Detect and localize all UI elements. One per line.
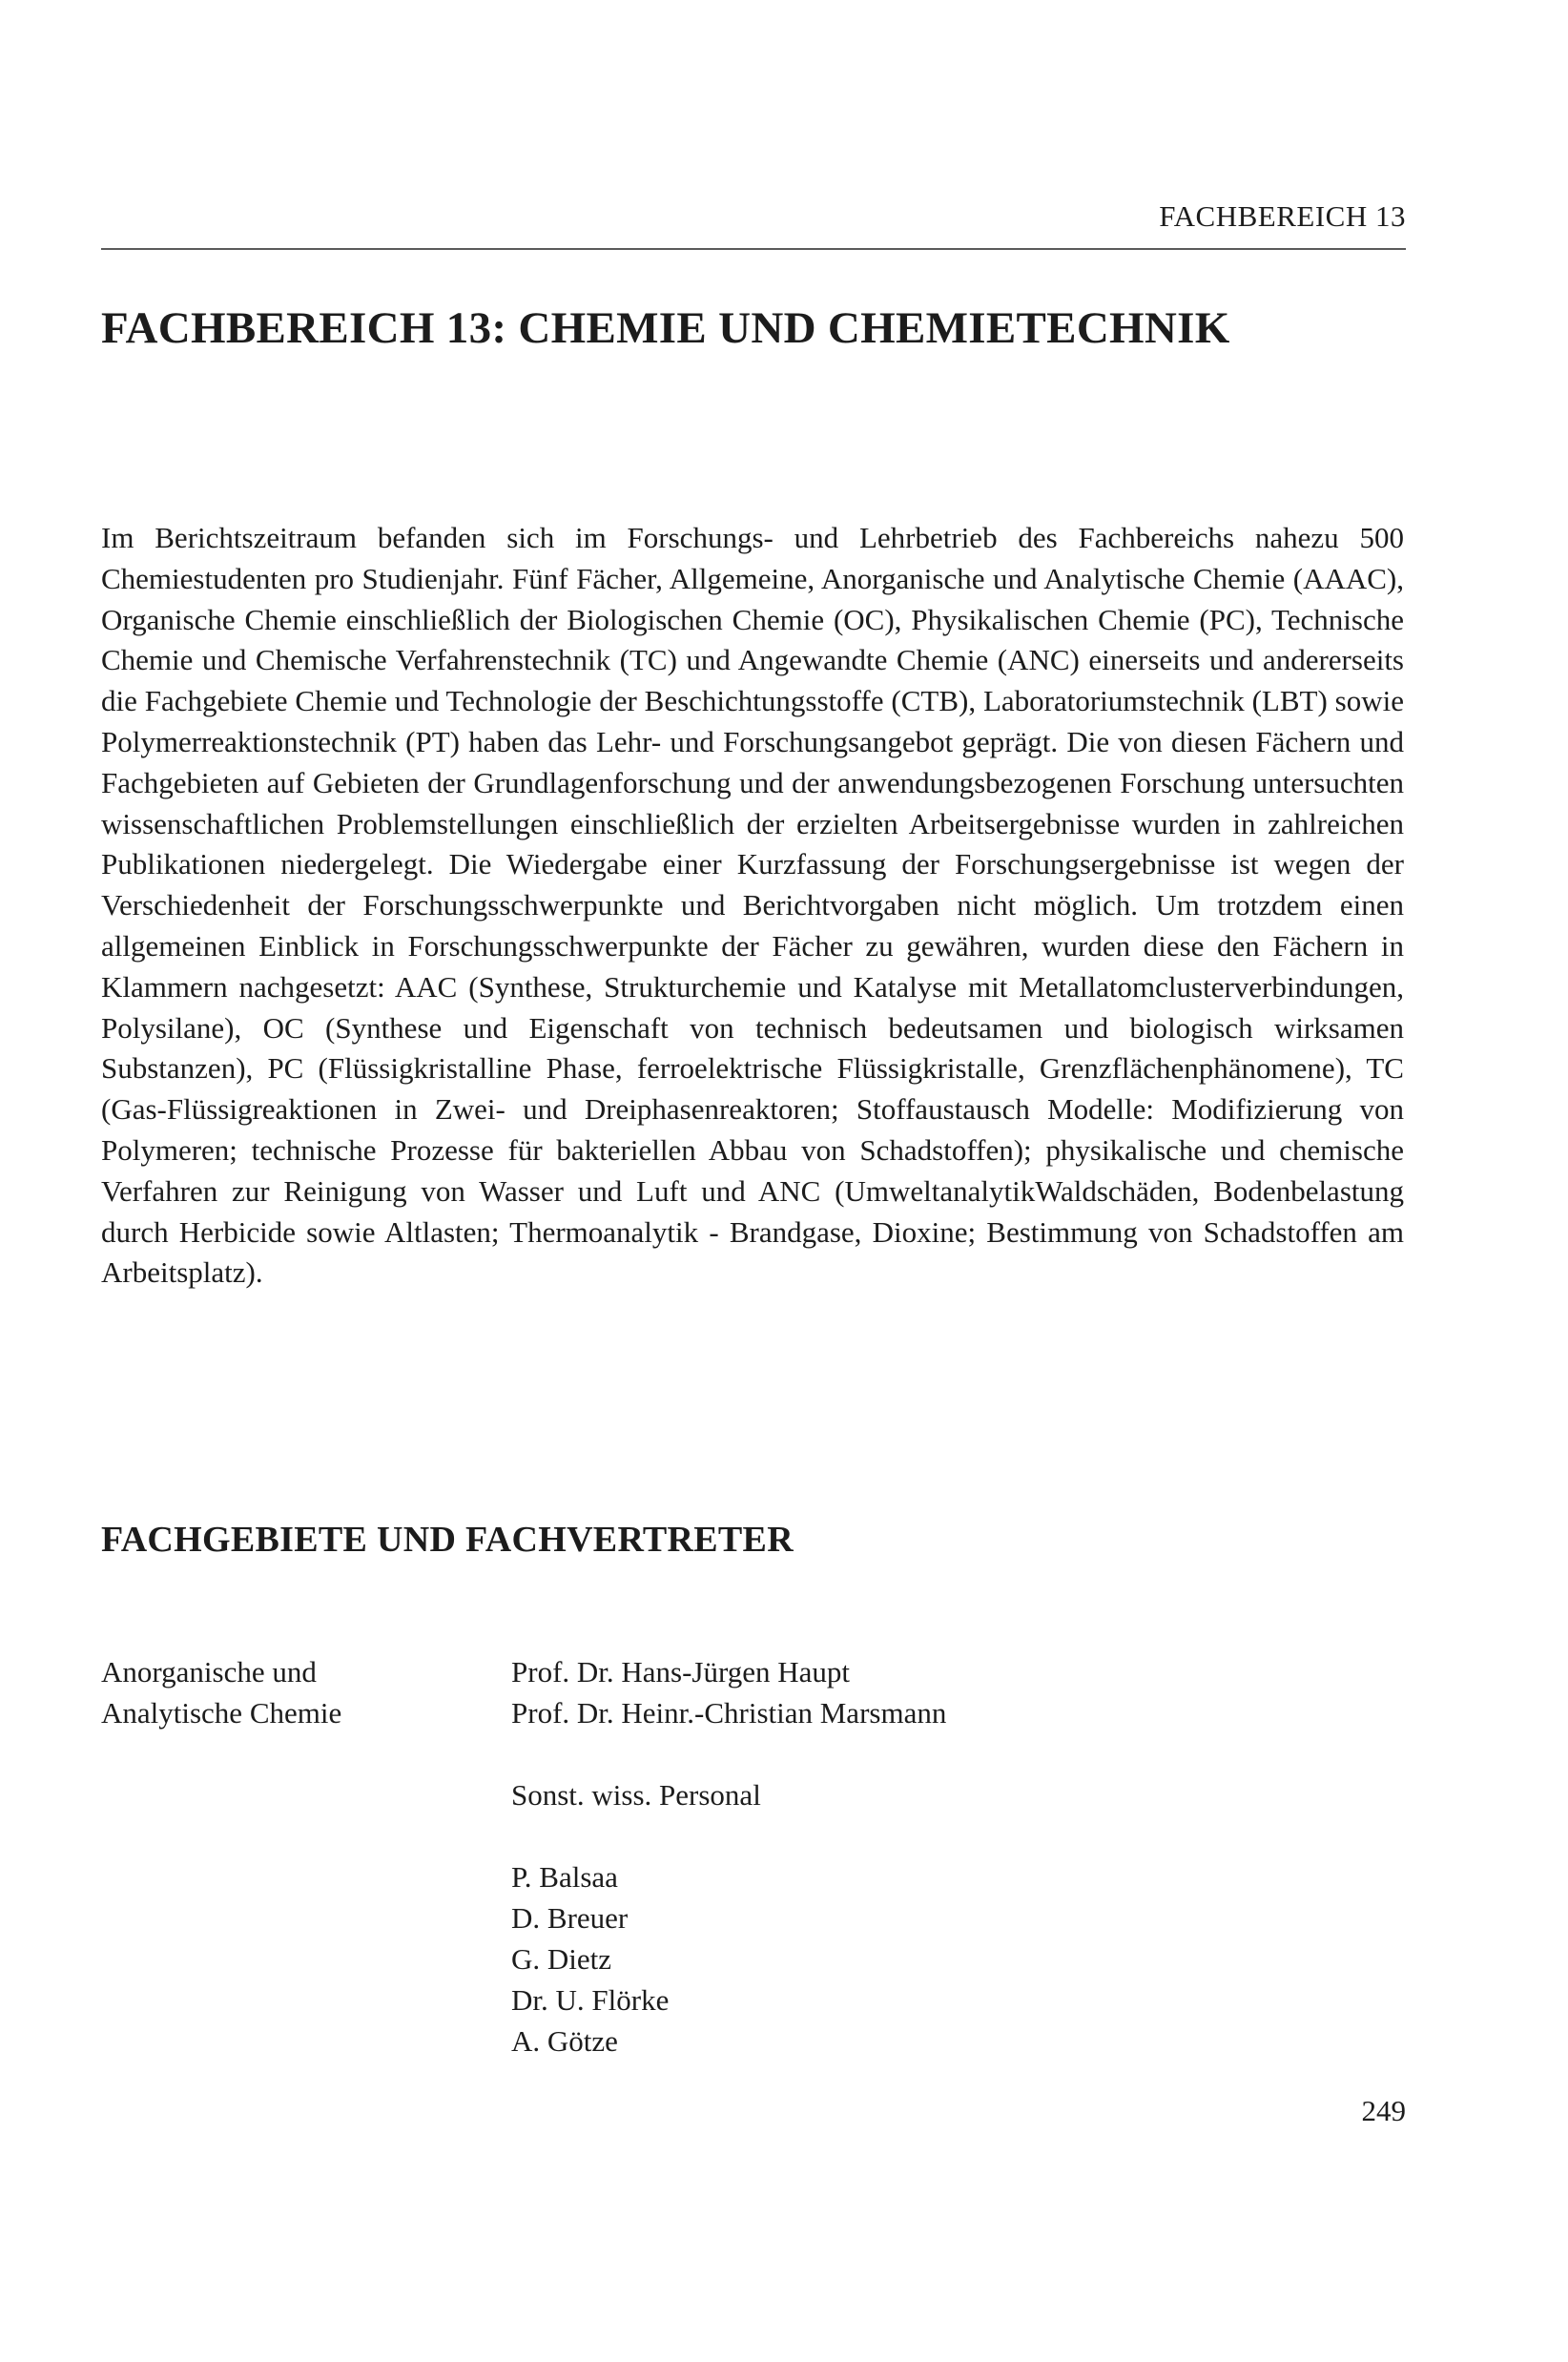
- area-label: Anorganische und Analytische Chemie: [101, 1655, 342, 1730]
- professor-entry: Prof. Dr. Heinr.-Christian Marsmann: [511, 1696, 947, 1730]
- intro-paragraph: Im Berichtszeitraum befanden sich im Forschungs- und Lehrbetrieb des Fachbereichs nahezu 500 Chemiestudenten pro Studienjahr. Fünf Fächer, Allgemeine, Anorganische und Analytische Chemie (AAAC), Organische Chemie einschließlich der Biologischen Chemie (OC), Physikalischen Chemie (PC), Technische Chemie und Chemische Verfahrenstechnik (TC) und Angewandte Chemie (ANC) einerseits und andererseits die Fachgebiete Chemie und Technologie der Beschichtungsstoffe (CTB), Laboratoriumstechnik (LBT) sowie Polymerreaktionstechnik (PT) haben das Lehr- und Forschungsangebot geprägt. Die von diesen Fächern und Fachgebieten auf Gebieten der Grundlagenforschung und der anwendungsbezogenen Forschung untersuchten wissenschaftlichen Problemstellungen einschließlich der erzielten Arbeitsergebnisse wurden in zahlreichen Publikationen niedergelegt. Die Wiedergabe einer Kurzfassung der Forschungsergebnisse ist wegen der Verschiedenheit der Forschungsschwerpunkte und Berichtvorgaben nicht möglich. Um trotzdem einen allgemeinen Einblick in Forschungsschwerpunkte der Fächer zu gewähren, wurden diese den Fächern in Klammern nachgesetzt: AAC (Synthese, Strukturchemie und Katalyse mit Metallatomclusterverbindungen, Polysilane), OC (Synthese und Eigenschaft von technisch bedeutsamen und biologisch wirksamen Substanzen), PC (Flüssigkristalline Phase, ferroelektrische Flüssigkristalle, Grenzflächenphänomene), TC (Gas-Flüssigreaktionen in Zwei- und Dreiphasenreaktoren; Stoffaustausch Modelle: Modifizierung von Polymeren; technische Prozesse für bakteriellen Abbau von Schadstoffen); physikalische und chemische Verfahren zur Reinigung von Wasser und Luft und ANC (UmweltanalytikWaldschäden, Bodenbelastung durch Herbicide sowie Altlasten; Thermoanalytik - Brandgase, Dioxine; Bestimmung von Schadstoffen am Arbeitsplatz).: [101, 521, 1404, 1290]
- professor-entry: Prof. Dr. Hans-Jürgen Haupt: [511, 1655, 851, 1689]
- page-number: 249: [1361, 2094, 1406, 2127]
- people-column: [511, 1651, 1408, 2062]
- staff-entry: G. Dietz: [511, 1942, 612, 1976]
- section-heading: FACHGEBIETE UND FACHVERTRETER: [101, 1520, 794, 1560]
- staff-entry: P. Balsaa: [511, 1860, 618, 1894]
- chapter-title: FACHBEREICH 13: CHEMIE UND CHEMIETECHNIK: [101, 303, 1230, 353]
- staff-entry: A. Götze: [511, 2024, 618, 2058]
- running-head: FACHBEREICH 13: [1159, 199, 1406, 233]
- staff-label: Sonst. wiss. Personal: [511, 1778, 761, 1812]
- department-area: [101, 1651, 1408, 2062]
- header-rule: [101, 248, 1406, 250]
- staff-entry: Dr. U. Flörke: [511, 1983, 670, 2017]
- staff-list: [511, 1856, 1408, 2062]
- staff-entry: D. Breuer: [511, 1901, 629, 1935]
